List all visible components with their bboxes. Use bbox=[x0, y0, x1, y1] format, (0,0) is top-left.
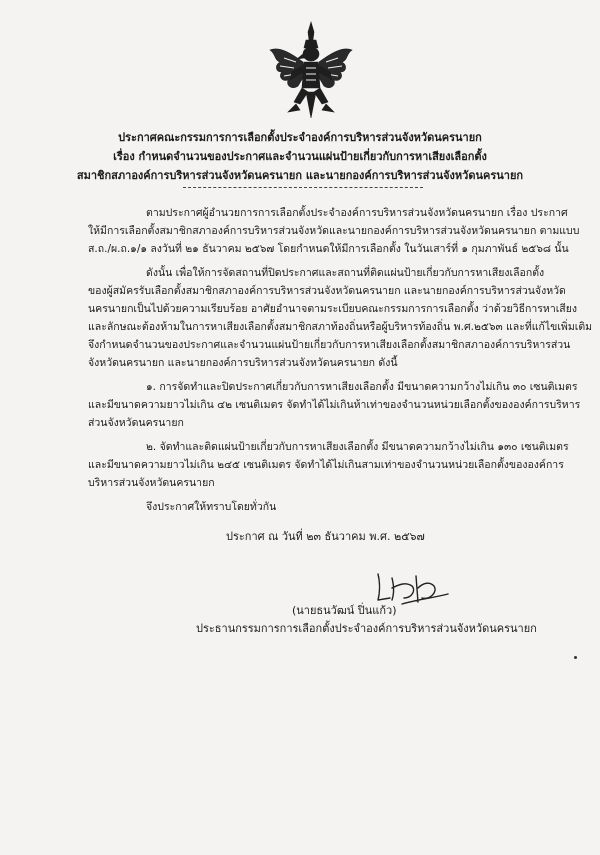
title-line-2: เรื่อง กำหนดจำนวนของประกาศและจำนวนแผ่นป้ายเกี่ยวกับการหาเสียงเลือกตั้ง bbox=[113, 150, 487, 163]
garuda-emblem-icon bbox=[266, 18, 356, 128]
item2-line-3: บริหารส่วนจังหวัดนครนายก bbox=[88, 477, 215, 489]
date-line: ประกาศ ณ วันที่ ๒๓ ธันวาคม พ.ศ. ๒๕๖๗ bbox=[226, 530, 425, 543]
para2-line-1: ดังนั้น เพื่อให้การจัดสถานที่ปิดประกาศและสถานที่ติดแผ่นป้ายเกี่ยวกับการหาเสียงเลือกตั้ง bbox=[146, 267, 545, 279]
para2-line-5: จึงกำหนดจำนวนของประกาศและจำนวนแผ่นป้ายเกี่ยวกับการหาเสียงเลือกตั้งสมาชิกสภาองค์การบริหารส่วน bbox=[88, 339, 571, 351]
title-divider bbox=[183, 187, 423, 188]
signer-name: (นายธนวัฒน์ ปิ่นแก้ว) bbox=[292, 604, 397, 617]
item1-line-1: ๑. การจัดทำและปิดประกาศเกี่ยวกับการหาเสียงเลือกตั้ง มีขนาดความกว้างไม่เกิน ๓๐ เซนติเมตร bbox=[146, 381, 578, 393]
para1-line-1: ตามประกาศผู้อำนวยการการเลือกตั้งประจำองค์การบริหารส่วนจังหวัดนครนายก เรื่อง ประกาศ bbox=[146, 207, 568, 219]
page-speck bbox=[574, 656, 577, 659]
item2-line-1: ๒. จัดทำและติดแผ่นป้ายเกี่ยวกับการหาเสียงเลือกตั้ง มีขนาดความกว้างไม่เกิน ๑๓๐ เซนติเมตร bbox=[146, 441, 569, 453]
para2-line-3: นครนายกเป็นไปด้วยความเรียบร้อย อาศัยอำนาจตามระเบียบคณะกรรมการการเลือกตั้ง ว่าด้วยวิธีการหาเสียง bbox=[88, 303, 577, 315]
title-line-1: ประกาศคณะกรรมการการเลือกตั้งประจำองค์การบริหารส่วนจังหวัดนครนายก bbox=[118, 131, 482, 144]
signer-title: ประธานกรรมการการเลือกตั้งประจำองค์การบริหารส่วนจังหวัดนครนายก bbox=[196, 622, 537, 635]
para2-line-2: ของผู้สมัครรับเลือกตั้งสมาชิกสภาองค์การบริหารส่วนจังหวัดนครนายก และนายกองค์การบริหารส่วนจังหวัด bbox=[88, 285, 566, 297]
item1-line-3: ส่วนจังหวัดนครนายก bbox=[88, 417, 184, 429]
item1-line-2: และมีขนาดความยาวไม่เกิน ๔๒ เซนติเมตร จัดทำได้ไม่เกินห้าเท่าของจำนวนหน่วยเลือกตั้งขององค์การบริหาร bbox=[88, 399, 581, 411]
closing-line: จึงประกาศให้ทราบโดยทั่วกัน bbox=[146, 501, 277, 513]
para2-line-6: จังหวัดนครนายก และนายกองค์การบริหารส่วนจังหวัดนครนายก ดังนี้ bbox=[88, 357, 398, 369]
para1-line-2: ให้มีการเลือกตั้งสมาชิกสภาองค์การบริหารส่วนจังหวัดและนายกองค์การบริหารส่วนจังหวัดนครนายก ตามแบบ bbox=[88, 225, 580, 237]
item2-line-2: และมีขนาดความยาวไม่เกิน ๒๔๕ เซนติเมตร จัดทำได้ไม่เกินสามเท่าของจำนวนหน่วยเลือกตั้งขององค์การ bbox=[88, 459, 564, 471]
signature-icon bbox=[372, 568, 452, 608]
para1-line-3: ส.ถ./ผ.ถ.๑/๑ ลงวันที่ ๒๑ ธันวาคม ๒๕๖๗ โดยกำหนดให้มีการเลือกตั้ง ในวันเสาร์ที่ ๑ กุมภาพันธ์ ๒๕๖๘ นั้น bbox=[88, 243, 569, 255]
title-line-3: สมาชิกสภาองค์การบริหารส่วนจังหวัดนครนายก และนายกองค์การบริหารส่วนจังหวัดนครนายก bbox=[76, 169, 524, 182]
para2-line-4: และลักษณะต้องห้ามในการหาเสียงเลือกตั้งสมาชิกสภาท้องถิ่นหรือผู้บริหารท้องถิ่น พ.ศ.๒๕๖๓ และที่แก้ไขเพิ่มเติม bbox=[88, 321, 593, 333]
